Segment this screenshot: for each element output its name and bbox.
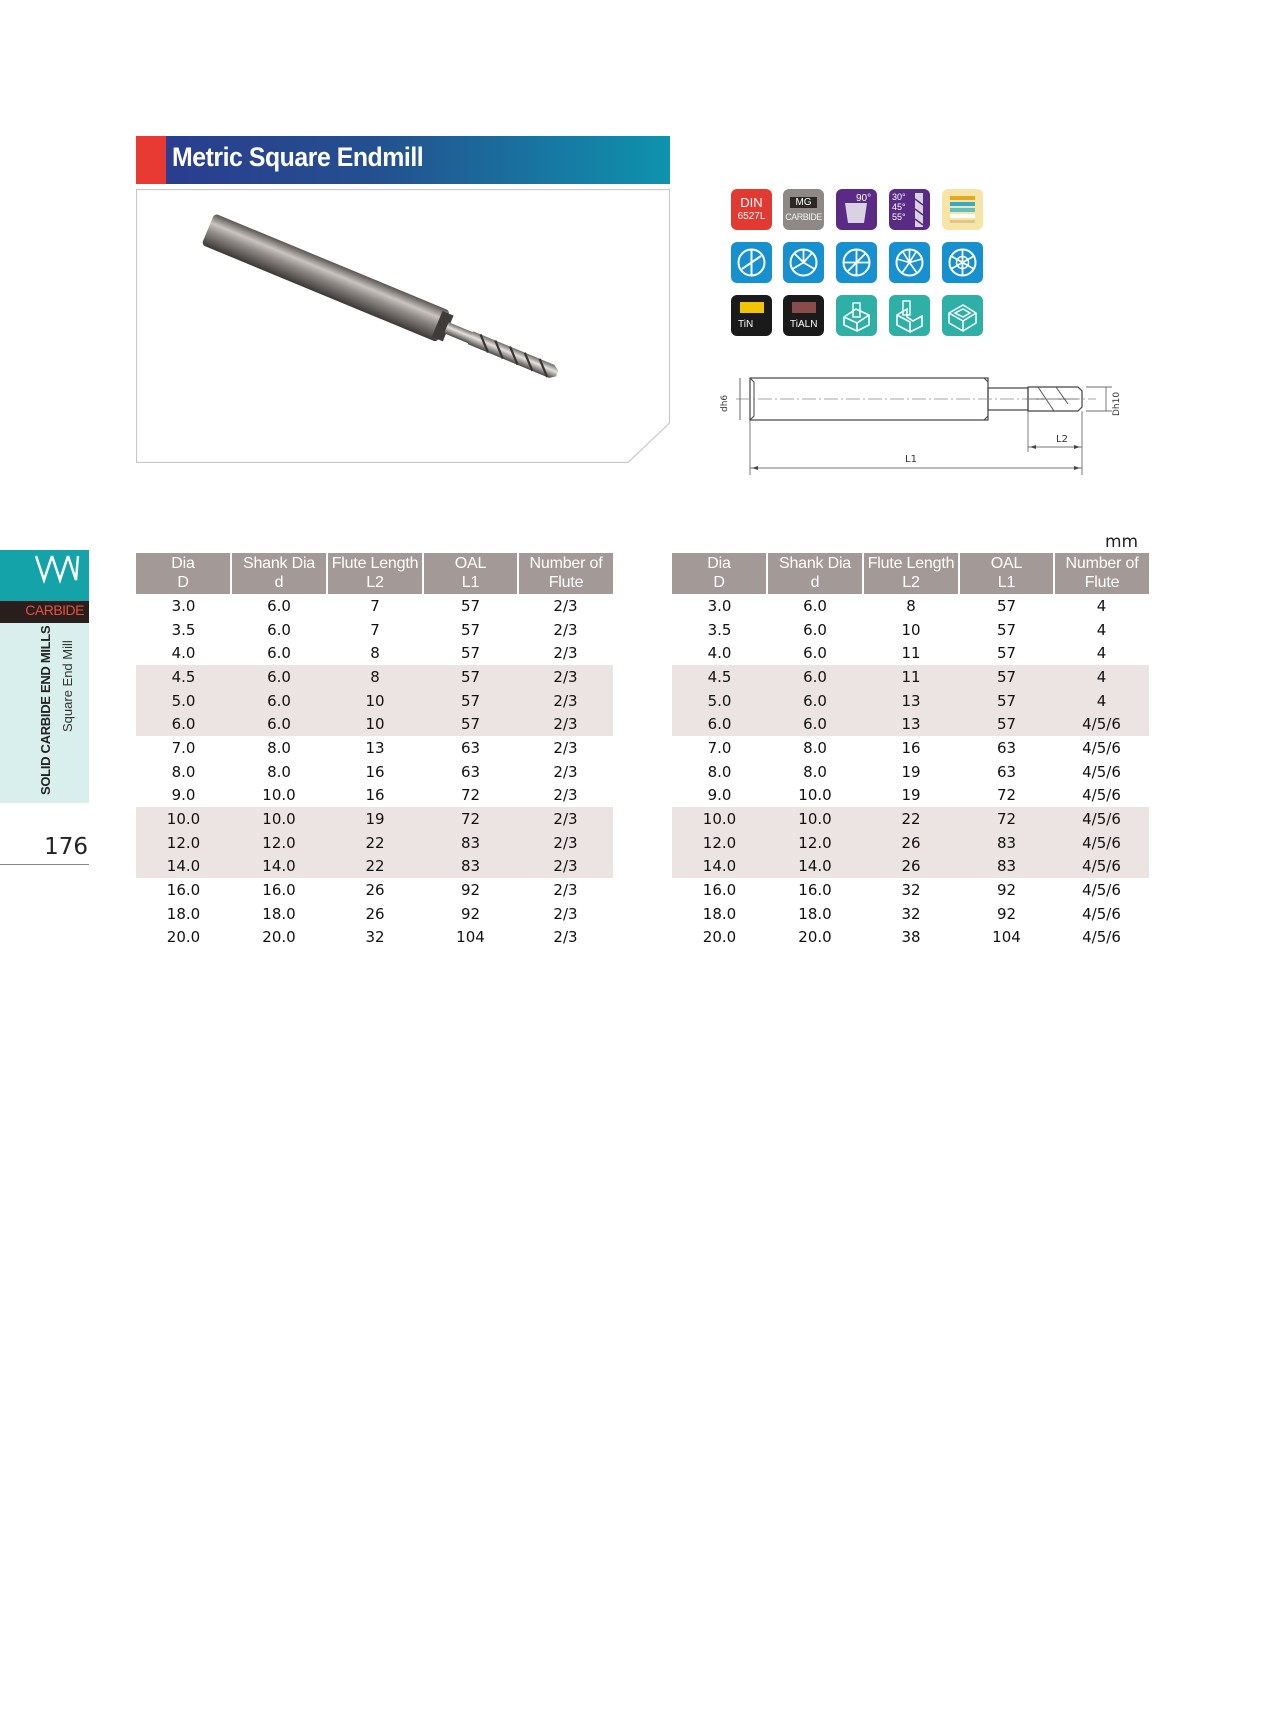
table-cell: 20.0: [262, 928, 296, 947]
table-cell: 12.0: [767, 831, 863, 855]
table-cell: 57: [423, 689, 518, 713]
table-cell: 6.0: [672, 712, 767, 736]
table-row: [672, 855, 1149, 879]
table-cell: 32: [901, 904, 921, 923]
table-cell: 19: [901, 762, 921, 781]
table-cell: 6.0: [231, 689, 327, 713]
column-header: Number of Flute: [518, 553, 613, 594]
table-cell: 10.0: [262, 786, 296, 805]
table-cell: 10: [327, 712, 423, 736]
table-cell: 6.0: [767, 665, 863, 689]
table-cell: 2/3: [518, 807, 613, 831]
page-number-rule: [0, 864, 89, 865]
table-cell: 57: [460, 644, 481, 663]
table-cell: 72: [460, 786, 481, 805]
dh6-label: dh6: [720, 394, 730, 412]
table-cell: 4: [1096, 644, 1107, 663]
side-tab-logo-block: [0, 550, 89, 601]
table-cell: 4: [1054, 665, 1149, 689]
table-cell: 4/5/6: [1054, 855, 1149, 879]
table-cell: 63: [460, 738, 481, 757]
table-cell: 18.0: [798, 904, 832, 923]
table-cell: 4.5: [672, 665, 767, 689]
table-row: [136, 712, 613, 736]
table-cell: 9.0: [707, 786, 732, 805]
table-row: [672, 784, 1149, 808]
table-row: [136, 855, 613, 879]
table-row: [672, 926, 1149, 950]
table-cell: 2/3: [518, 665, 613, 689]
table-cell: 10.0: [767, 807, 863, 831]
table-cell: 63: [996, 762, 1017, 781]
table-cell: 4/5/6: [1082, 762, 1121, 781]
din-label: DIN: [740, 195, 763, 210]
table-cell: 5.0: [672, 689, 767, 713]
table-row: [672, 641, 1149, 665]
table-cell: 14.0: [231, 855, 327, 879]
table-row: [136, 807, 613, 831]
five-flute-icon: [889, 242, 930, 283]
carbide-logo-icon: [0, 550, 89, 601]
table-cell: 4: [1096, 620, 1107, 639]
column-header: Shank Dia d: [767, 553, 863, 594]
table-cell: 92: [460, 881, 481, 900]
table-cell: 22: [327, 831, 423, 855]
table-cell: 8.0: [171, 762, 196, 781]
column-header: OAL L1: [423, 553, 518, 594]
column-header: Number of Flute: [1054, 553, 1149, 594]
table-cell: 57: [996, 596, 1017, 615]
table-cell: 4/5/6: [1054, 807, 1149, 831]
table-cell: 8.0: [267, 738, 291, 757]
table-row: [136, 926, 613, 950]
table-cell: 14.0: [672, 855, 767, 879]
column-header: Flute Length L2: [327, 553, 423, 594]
table-cell: 13: [863, 689, 959, 713]
tialn-label: TiALN: [790, 319, 818, 330]
table-cell: 8.0: [267, 762, 291, 781]
table-cell: 83: [959, 831, 1054, 855]
slotting-icon: [836, 295, 877, 336]
table-cell: 16.0: [166, 881, 201, 900]
table-cell: 104: [456, 928, 485, 947]
table-cell: 16.0: [262, 881, 296, 900]
table-cell: 4.5: [136, 665, 231, 689]
table-row: [136, 902, 613, 926]
table-cell: 4/5/6: [1082, 786, 1121, 805]
table-cell: 16: [365, 762, 385, 781]
table-cell: 2/3: [518, 831, 613, 855]
table-cell: 6.0: [803, 620, 827, 639]
table-cell: 19: [327, 807, 423, 831]
table-cell: 7.0: [707, 738, 732, 757]
table-cell: 6.0: [767, 712, 863, 736]
table-cell: 83: [423, 855, 518, 879]
table-cell: 18.0: [262, 904, 296, 923]
tin-coating-icon: [731, 295, 772, 336]
table-cell: 4/5/6: [1054, 712, 1149, 736]
table-cell: 12.0: [672, 831, 767, 855]
tin-label: TiN: [738, 319, 754, 330]
table-cell: 10.0: [798, 786, 832, 805]
table-cell: 2/3: [553, 596, 578, 615]
table-cell: 63: [460, 762, 481, 781]
dh10-label: Dh10: [1112, 391, 1122, 416]
table-row: [672, 689, 1149, 713]
table-cell: 2/3: [518, 712, 613, 736]
column-header: Flute Length L2: [863, 553, 959, 594]
table-cell: 83: [959, 855, 1054, 879]
din-6527l-icon: [731, 189, 772, 230]
table-cell: 7: [370, 620, 380, 639]
table-cell: 2/3: [553, 738, 578, 757]
table-cell: 3.5: [707, 620, 732, 639]
table-cell: 4.0: [707, 644, 732, 663]
table-cell: 6.0: [267, 596, 291, 615]
table-cell: 8.0: [803, 738, 827, 757]
table-cell: 2/3: [553, 620, 578, 639]
column-header: Shank Dia d: [231, 553, 327, 594]
table-cell: 20.0: [166, 928, 201, 947]
table-cell: 6.0: [767, 689, 863, 713]
table-cell: 22: [327, 855, 423, 879]
table-cell: 57: [996, 644, 1017, 663]
table-cell: 10: [901, 620, 921, 639]
table-cell: 6.0: [231, 665, 327, 689]
table-cell: 20.0: [702, 928, 737, 947]
table-cell: 10: [327, 689, 423, 713]
table-cell: 7: [370, 596, 380, 615]
table-cell: 18.0: [702, 904, 737, 923]
table-cell: 57: [959, 665, 1054, 689]
table-cell: 8: [906, 596, 916, 615]
table-cell: 57: [959, 712, 1054, 736]
table-cell: 2/3: [553, 644, 578, 663]
table-cell: 6.0: [267, 620, 291, 639]
din-number: 6527L: [737, 211, 766, 222]
table-cell: 20.0: [798, 928, 832, 947]
column-header: OAL L1: [959, 553, 1054, 594]
technical-drawing: [716, 360, 1136, 475]
table-cell: 11: [901, 644, 921, 663]
table-cell: 11: [863, 665, 959, 689]
page-title: Metric Square Endmill: [172, 142, 424, 172]
table-cell: 4: [1054, 689, 1149, 713]
side-section-subtitle: Square End Mill: [60, 640, 75, 732]
table-cell: 57: [996, 620, 1017, 639]
side-milling-icon: [889, 295, 930, 336]
table-cell: 2/3: [518, 855, 613, 879]
table-cell: 5.0: [136, 689, 231, 713]
table-cell: 26: [863, 831, 959, 855]
table-cell: 2/3: [553, 904, 578, 923]
table-cell: 8: [327, 665, 423, 689]
three-flute-icon: [783, 242, 824, 283]
table-cell: 32: [365, 928, 385, 947]
table-cell: 104: [992, 928, 1021, 947]
table-cell: 13: [863, 712, 959, 736]
two-flute-icon: [731, 242, 772, 283]
table-row: [672, 831, 1149, 855]
table-cell: 10.0: [672, 807, 767, 831]
table-cell: 6.0: [136, 712, 231, 736]
title-accent: [136, 136, 166, 184]
table-row: [672, 618, 1149, 642]
table-cell: 26: [365, 881, 385, 900]
table-cell: 4/5/6: [1082, 928, 1121, 947]
table-cell: 57: [460, 596, 481, 615]
table-cell: 26: [365, 904, 385, 923]
l2-label: L2: [1056, 434, 1068, 445]
table-row: [136, 618, 613, 642]
table-cell: 4/5/6: [1054, 831, 1149, 855]
table-row: [136, 784, 613, 808]
table-cell: 16: [365, 786, 385, 805]
page-number: 176: [44, 834, 88, 860]
table-cell: 38: [901, 928, 921, 947]
table-cell: 16.0: [798, 881, 832, 900]
table-cell: 4/5/6: [1082, 738, 1121, 757]
table-cell: 92: [460, 904, 481, 923]
table-cell: 72: [423, 807, 518, 831]
six-flute-icon: [942, 242, 983, 283]
table-cell: 4: [1096, 596, 1107, 615]
table-row: [136, 689, 613, 713]
table-cell: 57: [423, 712, 518, 736]
table-header-row: [136, 553, 613, 594]
table-cell: 12.0: [231, 831, 327, 855]
table-row: [136, 760, 613, 784]
table-cell: 9.0: [171, 786, 196, 805]
mg-carbide-icon: [783, 189, 824, 230]
helix-labels: 30° 45° 55°: [892, 192, 906, 222]
table-cell: 72: [959, 807, 1054, 831]
tialn-coating-icon: [783, 295, 824, 336]
table-cell: 16.0: [702, 881, 737, 900]
column-header: Dia D: [672, 553, 767, 594]
table-row: [672, 878, 1149, 902]
table-row: [136, 736, 613, 760]
material-suitability-icon: [942, 189, 983, 230]
table-cell: 12.0: [136, 831, 231, 855]
table-row: [672, 665, 1149, 689]
table-cell: 7.0: [171, 738, 196, 757]
table-row: [672, 736, 1149, 760]
table-cell: 57: [959, 689, 1054, 713]
table-row: [672, 760, 1149, 784]
table-cell: 6.0: [803, 596, 827, 615]
table-cell: 13: [365, 738, 385, 757]
table-cell: 63: [996, 738, 1017, 757]
product-photo: [136, 189, 670, 463]
table-row: [136, 594, 613, 618]
table-cell: 2/3: [553, 881, 578, 900]
carbide-label: CARBIDE: [785, 212, 822, 222]
table-cell: 6.0: [803, 644, 827, 663]
table-row: [136, 665, 613, 689]
table-cell: 14.0: [767, 855, 863, 879]
table-cell: 32: [901, 881, 921, 900]
table-cell: 14.0: [136, 855, 231, 879]
table-cell: 8.0: [803, 762, 827, 781]
table-cell: 3.0: [707, 596, 732, 615]
table-row: [672, 594, 1149, 618]
table-cell: 57: [423, 665, 518, 689]
table-cell: 3.5: [171, 620, 196, 639]
four-flute-icon: [836, 242, 877, 283]
table-cell: 2/3: [553, 762, 578, 781]
table-cell: 10.0: [231, 807, 327, 831]
table-cell: 83: [423, 831, 518, 855]
pocketing-icon: [942, 295, 983, 336]
table-cell: 8: [370, 644, 380, 663]
spec-table-left: [136, 553, 613, 949]
table-row: [136, 641, 613, 665]
table-row: [672, 712, 1149, 736]
unit-label: mm: [1105, 532, 1139, 552]
angle-90-icon: [836, 189, 877, 230]
column-header: Dia D: [136, 553, 231, 594]
table-cell: 2/3: [553, 786, 578, 805]
table-cell: 22: [863, 807, 959, 831]
table-cell: 57: [460, 620, 481, 639]
table-row: [136, 831, 613, 855]
side-brand-label: CARBIDE: [25, 602, 84, 618]
table-cell: 4/5/6: [1082, 904, 1121, 923]
table-cell: 4.0: [171, 644, 196, 663]
mg-label: MG: [795, 197, 812, 208]
helix-angle-icon: [889, 189, 930, 230]
table-cell: 26: [863, 855, 959, 879]
table-header-row: [672, 553, 1149, 594]
table-cell: 6.0: [231, 712, 327, 736]
spec-table-right: [672, 553, 1149, 949]
table-cell: 72: [996, 786, 1017, 805]
table-cell: 92: [996, 904, 1017, 923]
table-cell: 6.0: [267, 644, 291, 663]
table-cell: 10.0: [136, 807, 231, 831]
table-cell: 18.0: [166, 904, 201, 923]
table-cell: 92: [996, 881, 1017, 900]
table-row: [136, 878, 613, 902]
side-section-title: SOLID CARBIDE END MILLS: [38, 625, 53, 795]
table-cell: 3.0: [171, 596, 196, 615]
table-cell: 2/3: [553, 928, 578, 947]
table-cell: 19: [901, 786, 921, 805]
table-row: [672, 902, 1149, 926]
table-cell: 8.0: [707, 762, 732, 781]
table-cell: 4/5/6: [1082, 881, 1121, 900]
table-cell: 16: [901, 738, 921, 757]
angle-label: 90°: [856, 193, 872, 204]
table-cell: 2/3: [518, 689, 613, 713]
table-row: [672, 807, 1149, 831]
l1-label: L1: [905, 454, 917, 465]
